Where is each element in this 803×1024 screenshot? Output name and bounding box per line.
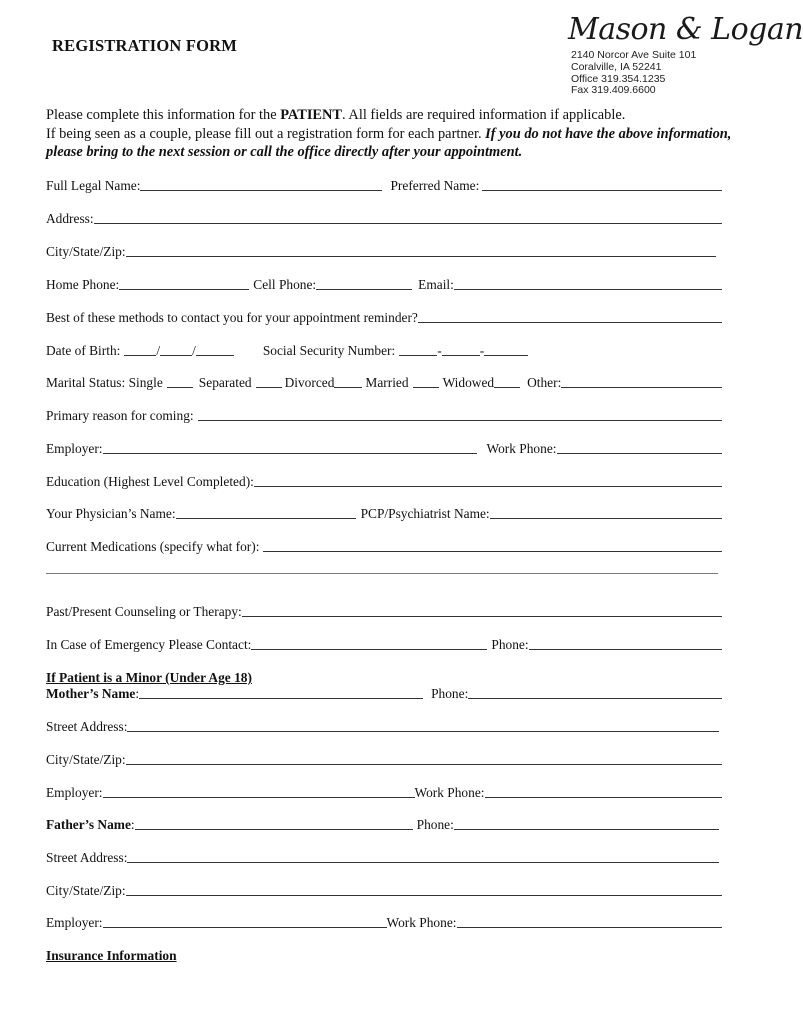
intro-text-4: If you do not have the above information, please bring to the next session or call the office directly after your appointment. <box>46 125 732 160</box>
father-street-field[interactable] <box>127 862 719 863</box>
physician-field[interactable] <box>176 518 356 519</box>
employer-field[interactable] <box>103 453 477 454</box>
mothers-name-label: Mother’s Name <box>46 686 136 701</box>
married-label: Married <box>365 375 409 390</box>
married-field[interactable] <box>413 387 439 388</box>
mother-street-row <box>46 715 722 735</box>
home-phone-label: Home Phone: <box>46 277 120 292</box>
work-phone-field[interactable] <box>557 453 723 454</box>
father-city-field[interactable] <box>126 895 722 896</box>
medications-field[interactable] <box>263 551 722 552</box>
other-field[interactable] <box>561 387 722 388</box>
physician-label: Your Physician’s Name: <box>46 506 176 521</box>
mother-employer-label: Employer: <box>46 785 103 800</box>
emergency-field[interactable] <box>251 649 487 650</box>
address-line1: 2140 Norcor Ave Suite 101 <box>571 49 697 61</box>
father-row <box>46 813 722 833</box>
insurance-heading: Insurance Information <box>46 948 177 963</box>
counseling-label: Past/Present Counseling or Therapy: <box>46 604 242 619</box>
father-street-row <box>46 846 722 866</box>
education-row <box>46 470 722 490</box>
full-legal-name-field[interactable] <box>140 190 382 191</box>
cell-phone-field[interactable] <box>316 289 412 290</box>
contact-method-row <box>46 306 722 326</box>
dob-label: Date of Birth: <box>46 343 121 358</box>
father-employer-label: Employer: <box>46 915 103 930</box>
father-street-label: Street Address: <box>46 850 128 865</box>
emergency-label: In Case of Emergency Please Contact: <box>46 637 252 652</box>
phone-row <box>46 273 722 293</box>
instructions <box>46 106 736 162</box>
logo-script-text: Mason & Logan <box>568 12 803 47</box>
intro-patient: PATIENT <box>280 107 343 123</box>
email-field[interactable] <box>454 289 722 290</box>
address-row <box>46 207 722 227</box>
insurance-heading-row <box>46 944 722 964</box>
physician-row <box>46 502 722 522</box>
email-label: Email: <box>418 277 454 292</box>
address-label: Address: <box>46 211 94 226</box>
mother-city-field[interactable] <box>126 764 722 765</box>
emergency-phone-field[interactable] <box>529 649 722 650</box>
emergency-phone-label: Phone: <box>491 637 529 652</box>
father-city-label: City/State/Zip: <box>46 883 126 898</box>
intro-text-3: If being seen as a couple, please fill out a registration form for each partner. <box>46 125 486 142</box>
mother-work-phone-label: Work Phone: <box>414 785 485 800</box>
home-phone-field[interactable] <box>119 289 249 290</box>
intro-text-1: Please complete this information for the <box>46 107 281 123</box>
mother-city-row <box>46 748 722 768</box>
minor-heading: If Patient is a Minor (Under Age 18) <box>46 670 252 685</box>
address-field[interactable] <box>94 223 722 224</box>
office-phone: Office 319.354.1235 <box>571 72 666 85</box>
widowed-field[interactable] <box>494 387 520 388</box>
colon: : <box>130 817 135 832</box>
widowed-label: Widowed <box>442 375 495 390</box>
dob-separator: / <box>156 343 161 358</box>
mother-phone-field[interactable] <box>468 698 722 699</box>
counseling-row <box>46 600 722 620</box>
father-work-phone-label: Work Phone: <box>386 915 457 930</box>
fathers-name-field[interactable] <box>135 829 413 830</box>
father-work-phone-field[interactable] <box>457 927 723 928</box>
other-label: Other: <box>527 375 562 390</box>
name-row <box>46 174 722 194</box>
marital-status-row <box>46 371 722 391</box>
counseling-field[interactable] <box>242 616 722 617</box>
primary-reason-field[interactable] <box>198 420 722 421</box>
divorced-label: Divorced <box>284 375 335 390</box>
primary-reason-label: Primary reason for coming: <box>46 408 194 423</box>
fathers-name-label: Father’s Name <box>46 817 131 832</box>
ssn-separator: - <box>479 343 485 358</box>
cell-phone-label: Cell Phone: <box>253 277 317 292</box>
pcp-field[interactable] <box>490 518 722 519</box>
mother-street-field[interactable] <box>127 731 719 732</box>
intro-text-2: . All fields are required information if applicable. <box>342 107 626 123</box>
father-employer-field[interactable] <box>103 927 387 928</box>
ssn-part3-field[interactable] <box>484 355 528 356</box>
ssn-part2-field[interactable] <box>442 355 480 356</box>
primary-reason-row <box>46 404 722 424</box>
mother-street-label: Street Address: <box>46 719 128 734</box>
mother-employer-field[interactable] <box>103 797 415 798</box>
dob-year-field[interactable] <box>196 355 234 356</box>
employer-label: Employer: <box>46 441 103 456</box>
form-title: REGISTRATION FORM <box>52 36 238 55</box>
dob-ssn-row <box>46 339 722 359</box>
preferred-name-label: Preferred Name: <box>390 178 480 193</box>
medications-extra-line[interactable] <box>46 573 718 574</box>
education-label: Education (Highest Level Completed): <box>46 474 254 489</box>
contact-method-label: Best of these methods to contact you for your appointment reminder? <box>46 310 418 325</box>
full-legal-name-label: Full Legal Name: <box>46 178 141 193</box>
medications-row <box>46 535 722 555</box>
dob-separator: / <box>192 343 196 358</box>
father-city-row <box>46 879 722 899</box>
mother-phone-label: Phone: <box>431 686 469 701</box>
mother-row <box>46 682 722 702</box>
medications-label: Current Medications (specify what for): <box>46 539 260 554</box>
father-phone-label: Phone: <box>416 817 454 832</box>
fax-number: Fax 319.409.6600 <box>571 84 656 97</box>
mother-employer-row <box>46 781 722 801</box>
employer-row <box>46 437 722 457</box>
practice-logo <box>568 12 803 97</box>
work-phone-label: Work Phone: <box>486 441 557 456</box>
city-state-zip-label: City/State/Zip: <box>46 244 126 259</box>
marital-status-label: Marital Status: Single <box>46 375 163 390</box>
single-field[interactable] <box>167 387 193 388</box>
separated-label: Separated <box>198 375 252 390</box>
father-employer-row <box>46 911 722 931</box>
ssn-label: Social Security Number: <box>262 343 396 358</box>
dob-month-field[interactable] <box>124 355 156 356</box>
pcp-label: PCP/Psychiatrist Name: <box>360 506 490 521</box>
divorced-field[interactable] <box>334 387 362 388</box>
education-field[interactable] <box>254 486 722 487</box>
emergency-row <box>46 633 722 653</box>
colon: : <box>135 686 140 701</box>
preferred-name-field[interactable] <box>482 190 722 191</box>
separated-field[interactable] <box>256 387 282 388</box>
city-state-zip-row <box>46 240 722 260</box>
city-state-zip-field[interactable] <box>126 256 716 257</box>
mother-work-phone-field[interactable] <box>485 797 723 798</box>
dob-day-field[interactable] <box>160 355 192 356</box>
ssn-separator: - <box>437 343 442 358</box>
mothers-name-field[interactable] <box>139 698 423 699</box>
practice-address <box>571 50 696 97</box>
father-phone-field[interactable] <box>454 829 719 830</box>
mother-city-label: City/State/Zip: <box>46 752 126 767</box>
contact-method-field[interactable] <box>418 322 722 323</box>
ssn-part1-field[interactable] <box>399 355 437 356</box>
address-line2: Coralville, IA 52241 <box>571 60 662 73</box>
